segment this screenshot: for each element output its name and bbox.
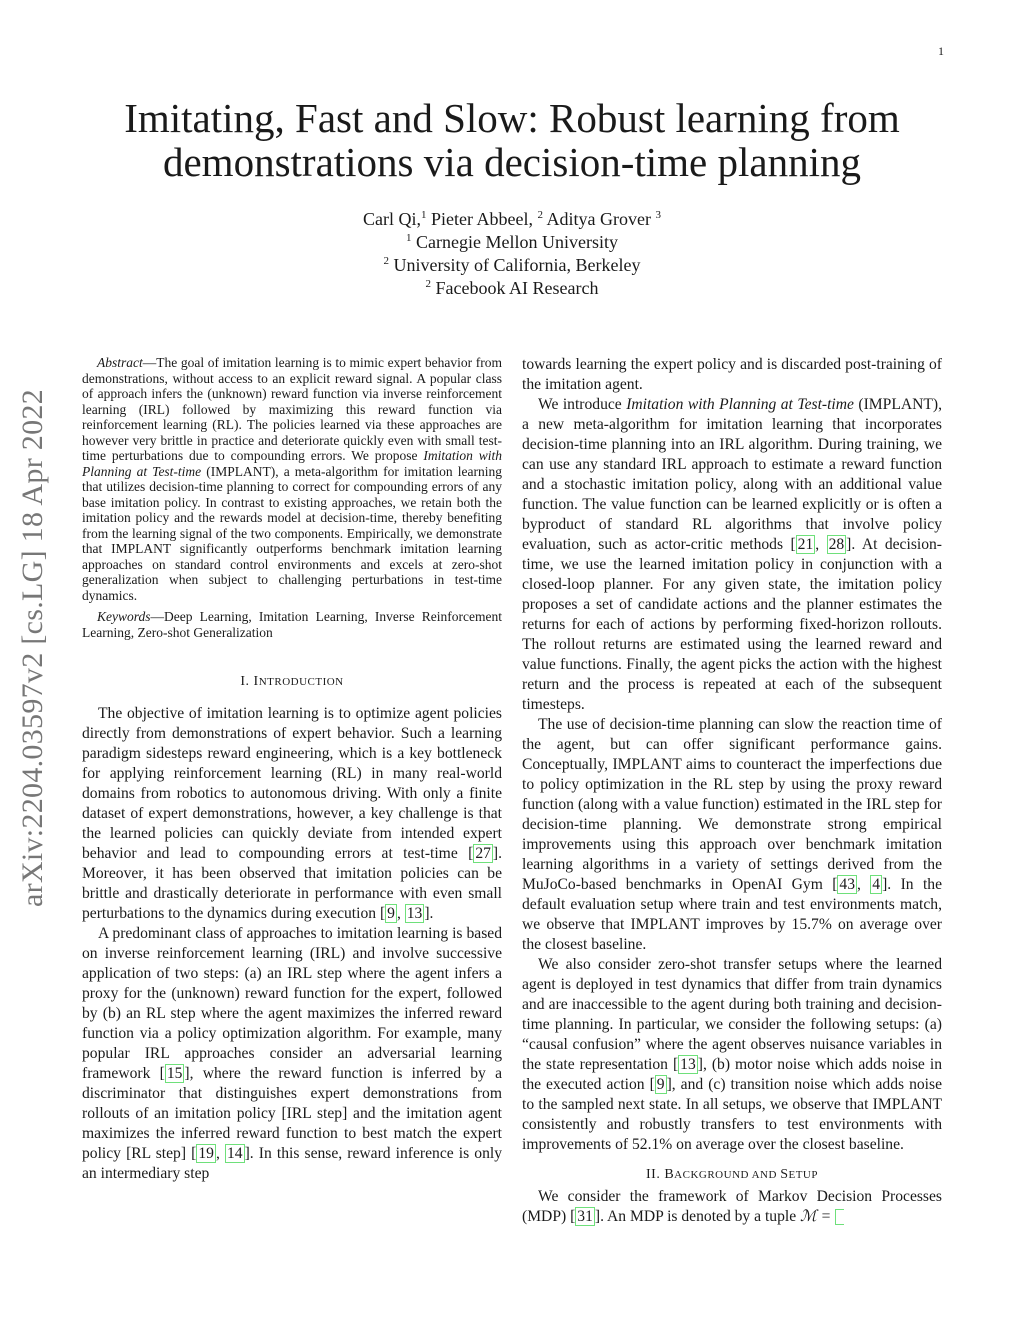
author-name: Carl Qi, [363, 209, 422, 229]
section-heading-introduction [82, 674, 502, 690]
page-number: 1 [938, 44, 944, 58]
abstract [82, 355, 502, 603]
citation-link[interactable]: 43 [839, 876, 856, 893]
affiliation-marker: 1 [421, 209, 427, 221]
intro-paragraph-2: A predominant class of approaches to imitation learning is based on inverse reinforcement learning (IRL) and involve successive application of two steps: (a) an IRL step where the agent infers a proxy for the (unknown) reward function for the expert, followed by (b) an RL step where the agent maximizes the inferred reward function via a policy optimization algorithm. For example, many popular IRL approaches consider an adversarial learning framework [ 15 ], where the reward function is inferred by a discriminator that distinguishes expert demonstrations from rollouts of an imitation policy [IRL step] and the imitation agent maximizes the inferred reward function to best match the expert policy [RL step] [ 19 , 14 ]. In this sense, reward inference is only an intermediary step [82, 925, 503, 1182]
intro-paragraph-continued: towards learning the expert policy and is discarded post-training of the imitation agent. [522, 356, 942, 393]
citation-link[interactable]: 27 [475, 845, 491, 862]
right-column [522, 355, 942, 1227]
citation-link[interactable]: 14 [226, 1145, 243, 1162]
affiliation-line [200, 231, 824, 254]
paper-title [100, 96, 924, 184]
citation-link[interactable]: 13 [406, 905, 423, 922]
abstract-label: Abstract [97, 355, 143, 370]
citation-link[interactable]: 15 [166, 1065, 183, 1082]
citation-link[interactable]: 9 [387, 905, 395, 922]
affiliation-name: Facebook AI Research [435, 278, 599, 298]
author-block [200, 208, 824, 300]
left-column [82, 355, 502, 1184]
affiliation-marker: 2 [425, 278, 432, 290]
keywords-text: —Deep Learning, Imitation Learning, Inverse Reinforcement Learning, Zero-shot Generalization [82, 609, 502, 640]
abstract-text: (IMPLANT), a meta-algorithm for imitation learning that utilizes decision-time planning to correct for compounding errors of any base imitation policy. In contrast to existing approaches, we retain both the imitation policy and the rewards model at decision-time, thereby benefiting from the learning signal of the two components. Empirically, we demonstrate that IMPLANT significantly outperforms benchmark imitation learning approaches on standard control environments and excels at zero-shot generalization when subject to challenging perturbations in test-time dynamics. [82, 463, 502, 603]
citation-link[interactable] [835, 1209, 844, 1225]
author-name: Aditya Grover [546, 209, 651, 229]
intro-paragraph-5: We also consider zero-shot transfer setups where the learned agent is deployed in test dynamics that differ from train dynamics and are inaccessible to the agent during both training and decision-time planning. In particular, we consider the following setups: (a) “causal confusion” where the agent observes nuisance variables in the state representation [ 13 ], (b) motor noise which adds noise in the executed action [ 9 ], and (c) transition noise which adds noise to the sampled next state. In all setups, we observe that IMPLANT consistently and robustly transfers to test environments with improvements of 52.1% on average over the closest baseline. [522, 956, 942, 1153]
affiliation-marker: 2 [383, 255, 390, 267]
affiliation-marker: 1 [406, 232, 412, 244]
intro-paragraph-1: The objective of imitation learning is to optimize agent policies directly from demonstrations of expert behavior. Such a learning paradigm sidesteps reward engineering, which is a key bottleneck for applying reinforcement learning (RL) in many real-world domains from robotics to autonomous driving. With only a finite dataset of expert demonstrations, however, a key challenge is that the learned policies can quickly deviate from intended expert behavior and lead to compounding errors at test-time [ 27 ]. Moreover, it has been observed that imitation policies can be brittle and drastically deteriorate in performance with even small perturbations to the dynamics during execution [ 9 , 13 ]. [82, 705, 502, 922]
affiliation-name: University of California, Berkeley [393, 255, 641, 275]
intro-paragraph-3: We introduce Imitation with Planning at Test-time (IMPLANT), a new meta-algorithm for imitation learning that incorporates decision-time planning into an IRL algorithm. During training, we can use any standard IRL approach to estimate a reward function and a stochastic imitation policy, along with an additional value function. The value function can be learned explicitly or is often a byproduct of standard RL algorithms that involve policy evaluation, such as actor-critic methods [ 21 , 28 ]. At decision-time, we use the learned imitation policy in conjunction with a closed-loop planner. For any given state, the imitation policy proposes a set of candidate actions and the planner estimates the returns for each of actions by performing fixed-horizon rollouts. The rollout returns are estimated using the learned reward and value functions. Finally, the agent picks the action with the highest return and the process is repeated at each of the subsequent timesteps. [522, 396, 943, 713]
title-line-2: demonstrations via decision-time planning [162, 139, 861, 185]
section-title: INTRODUCTION [253, 674, 344, 689]
intro-paragraph-4: The use of decision-time planning can slow the reaction time of the agent, but can offer significant performance gains. Conceptually, IMPLANT aims to counteract the imperfections due to policy optimization in the RL step by using the proxy reward function (along with a value function) estimated in the IRL step for decision-time planning. We demonstrate strong empirical improvements using this approach over benchmark imitation learning algorithms in a variety of settings derived from the MuJoCo-based benchmarks in OpenAI Gym [ 43 , 4 ]. In the default evaluation setup where train and test environments match, we observe that IMPLANT improves by 15.7% on average over the closest baseline. [522, 716, 942, 953]
title-line-1: Imitating, Fast and Slow: Robust learning from [124, 95, 900, 141]
math-expression: ℳ = [800, 1208, 832, 1225]
keywords [82, 609, 502, 640]
method-name: Imitation with Planning at Test-time [82, 448, 502, 479]
citation-link[interactable]: 19 [198, 1145, 214, 1162]
affiliation-line [200, 254, 824, 277]
citation-link[interactable]: 4 [872, 876, 881, 893]
abstract-text: —The goal of imitation learning is to mimic expert behavior from demonstrations, without access to an explicit reward signal. A popular class of approach infers the (unknown) reward function via inverse reinforcement learning (IRL) followed by maximizing this reward function via reinforcement learning (RL). The policies learned via these approaches are however very brittle in practice and deteriorate quickly even with small test-time perturbations due to compounding errors. We propose [82, 355, 502, 463]
section-heading-background [522, 1167, 942, 1183]
background-paragraph-1: We consider the framework of Markov Decision Processes (MDP) [ 31 ]. An MDP is denoted by a tuple ℳ = [522, 1188, 942, 1225]
affiliation-marker: 2 [537, 209, 543, 221]
affiliation-line [200, 277, 824, 300]
arxiv-identifier: arXiv:2204.03597v2 [cs.LG] 18 Apr 2022 [16, 389, 49, 908]
citation-link[interactable]: 28 [828, 536, 845, 553]
citation-link[interactable]: 9 [656, 1076, 665, 1093]
citation-link[interactable]: 31 [577, 1208, 593, 1225]
citation-link[interactable]: 13 [680, 1056, 696, 1073]
citation-link[interactable]: 21 [797, 536, 814, 553]
method-name: Imitation with Planning at Test-time [626, 396, 854, 413]
section-title: BACKGROUND AND SETUP [664, 1167, 818, 1182]
affiliation-marker: 3 [655, 209, 661, 221]
section-number: II. [646, 1167, 665, 1182]
author-name: Pieter Abbeel, [431, 209, 533, 229]
author-line [200, 208, 824, 231]
affiliation-name: Carnegie Mellon University [416, 232, 618, 252]
section-number: I. [240, 674, 254, 689]
keywords-label: Keywords [97, 609, 151, 624]
